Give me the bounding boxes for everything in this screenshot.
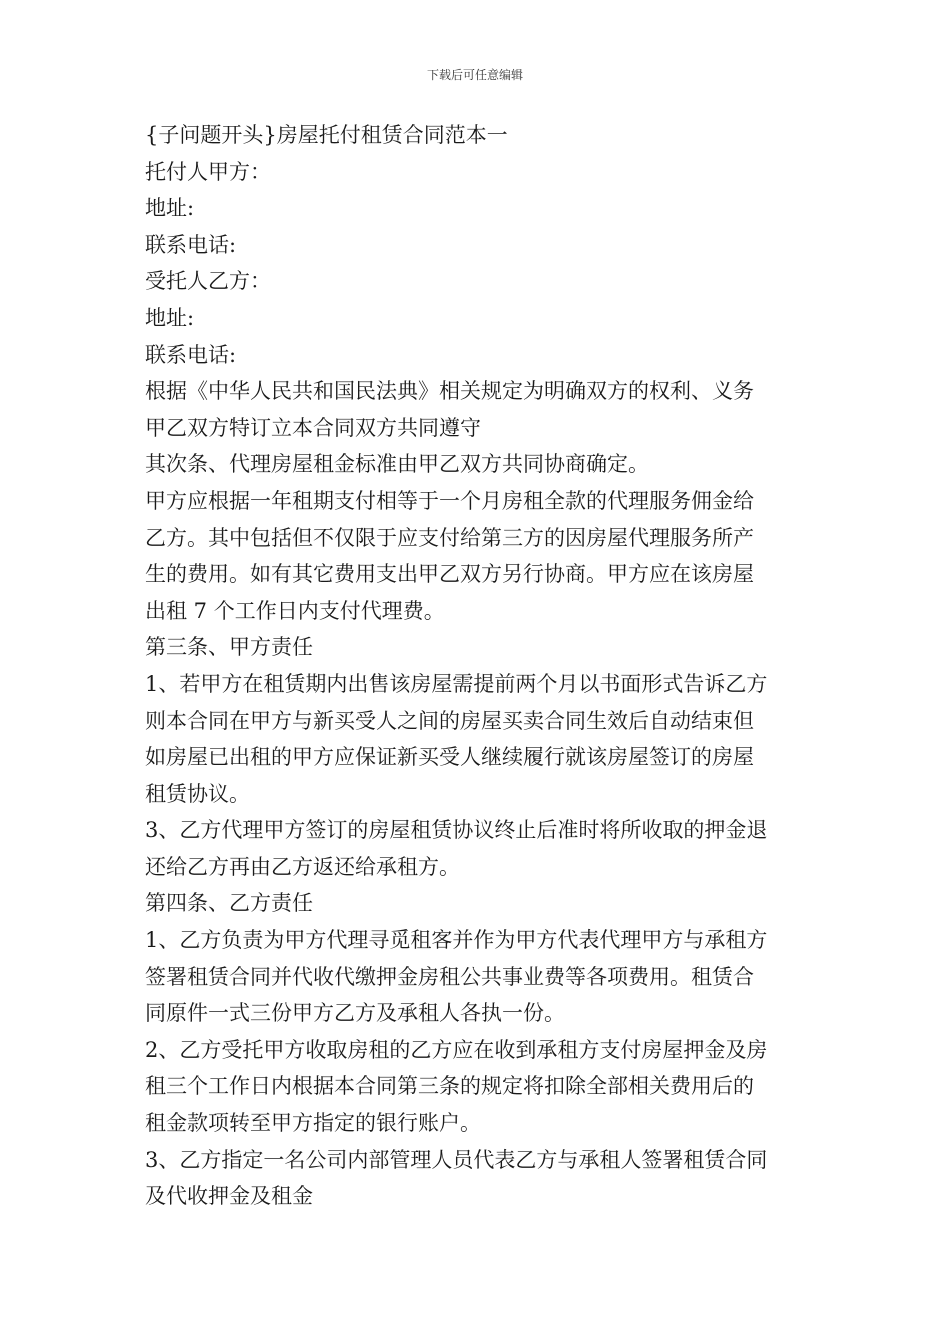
page-header-note: 下载后可任意编辑 (426, 68, 523, 82)
article-4-clause-line: 同原件一式三份甲方乙方及承租人各执一份。 (145, 1001, 565, 1026)
preamble-line: 根据《中华人民共和国民法典》相关规定为明确双方的权利、义务 (145, 379, 754, 404)
party-a-phone-label: 联系电话: (145, 232, 237, 257)
article-3-clause-line: 租赁协议。 (145, 781, 250, 806)
article-3-clause-line: 1、若甲方在租赁期内出售该房屋需提前两个月以书面形式告诉乙方 (145, 671, 768, 696)
article-2-text-line: 出租 7 个工作日内支付代理费。 (145, 598, 445, 623)
article-4-clause-line: 租三个工作日内根据本合同第三条的规定将扣除全部相关费用后的 (145, 1074, 754, 1099)
article-3-heading: 第三条、甲方责任 (145, 635, 313, 660)
article-4-clause-line: 3、乙方指定一名公司内部管理人员代表乙方与承租人签署租赁合同 (145, 1147, 768, 1172)
article-2-text-line: 甲方应根据一年租期支付相等于一个月房租全款的代理服务佣金给 (145, 488, 754, 513)
article-4-clause-line: 2、乙方受托甲方收取房租的乙方应在收到承租方支付房屋押金及房 (145, 1037, 768, 1062)
article-4-clause-line: 签署租赁合同并代收代缴押金房租公共事业费等各项费用。租赁合 (145, 964, 754, 989)
party-b-address-label: 地址: (145, 305, 195, 330)
article-3-clause-line: 3、乙方代理甲方签订的房屋租赁协议终止后准时将所收取的押金退 (145, 818, 768, 843)
party-b-label: 受托人乙方： (145, 269, 271, 294)
document-body (145, 117, 807, 1215)
article-4-clause-line: 1、乙方负责为甲方代理寻觅租客并作为甲方代表代理甲方与承租方 (145, 928, 768, 953)
party-a-address-label: 地址: (145, 196, 195, 221)
party-b-phone-label: 联系电话: (145, 342, 237, 367)
article-3-clause-line: 还给乙方再由乙方返还给承租方。 (145, 854, 460, 879)
party-a-label: 托付人甲方： (145, 159, 271, 184)
article-2-heading: 其次条、代理房屋租金标准由甲乙双方共同协商确定。 (145, 452, 649, 477)
article-4-clause-line: 及代收押金及租金 (145, 1184, 313, 1209)
article-4-clause-line: 租金款项转至甲方指定的银行账户。 (145, 1111, 481, 1136)
article-2-text-line: 生的费用。如有其它费用支出甲乙双方另行协商。甲方应在该房屋 (145, 562, 754, 587)
article-3-clause-line: 如房屋已出租的甲方应保证新买受人继续履行就该房屋签订的房屋 (145, 745, 754, 770)
preamble-line: 甲乙双方特订立本合同双方共同遵守 (145, 415, 481, 440)
article-4-heading: 第四条、乙方责任 (145, 891, 313, 916)
document-title: {子问题开头}房屋托付租赁合同范本一 (145, 123, 508, 147)
article-2-text-line: 乙方。其中包括但不仅限于应支付给第三方的因房屋代理服务所产 (145, 525, 754, 550)
article-3-clause-line: 则本合同在甲方与新买受人之间的房屋买卖合同生效后自动结束但 (145, 708, 754, 733)
